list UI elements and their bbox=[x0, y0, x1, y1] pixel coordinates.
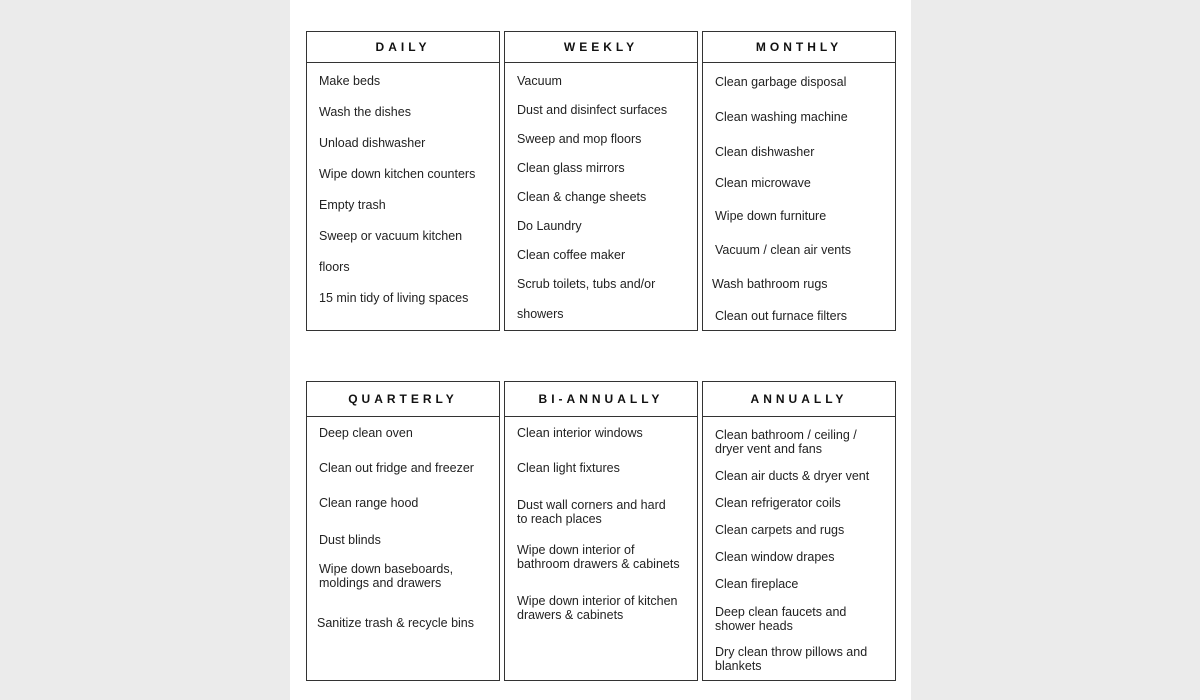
list-item: Dust wall corners and hard to reach places bbox=[517, 498, 666, 526]
quarterly-box bbox=[306, 381, 500, 681]
list-item: Clean dishwasher bbox=[715, 145, 815, 159]
annually-title: ANNUALLY bbox=[703, 382, 895, 417]
list-item: Clean bathroom / ceiling / dryer vent and fans bbox=[715, 428, 857, 456]
list-item: Clean air ducts & dryer vent bbox=[715, 469, 870, 483]
list-item: Clean refrigerator coils bbox=[715, 496, 841, 510]
list-item: Sweep or vacuum kitchen bbox=[319, 229, 463, 243]
annually-box bbox=[702, 381, 896, 681]
list-item: Scrub toilets, tubs and/or bbox=[517, 277, 656, 291]
bi-annually-box bbox=[504, 381, 698, 681]
list-item: Dust and disinfect surfaces bbox=[517, 103, 668, 117]
monthly-box bbox=[702, 31, 896, 331]
list-item: Clean & change sheets bbox=[517, 190, 647, 204]
daily-title: DAILY bbox=[307, 32, 499, 63]
list-item: Clean window drapes bbox=[715, 550, 835, 564]
list-item: Clean glass mirrors bbox=[517, 161, 625, 175]
list-item: Clean interior windows bbox=[517, 426, 643, 440]
list-item: Do Laundry bbox=[517, 219, 582, 233]
list-item: Sanitize trash & recycle bins bbox=[317, 616, 475, 630]
weekly-title: WEEKLY bbox=[505, 32, 697, 63]
list-item: Clean light fixtures bbox=[517, 461, 620, 475]
daily-box bbox=[306, 31, 500, 331]
list-item: Wash the dishes bbox=[319, 105, 411, 119]
monthly-title: MONTHLY bbox=[703, 32, 895, 63]
list-item: Deep clean oven bbox=[319, 426, 413, 440]
list-item: Wipe down interior of bathroom drawers & cabinets bbox=[517, 543, 680, 571]
list-item: Clean out fridge and freezer bbox=[319, 461, 474, 475]
list-item: Clean garbage disposal bbox=[715, 75, 847, 89]
quarterly-title: QUARTERLY bbox=[307, 382, 499, 417]
list-item: Clean microwave bbox=[715, 176, 811, 190]
checklist-sheet bbox=[290, 0, 911, 700]
list-item: showers bbox=[517, 307, 564, 321]
list-item: Empty trash bbox=[319, 198, 386, 212]
list-item: Wipe down interior of kitchen drawers & cabinets bbox=[517, 594, 678, 622]
list-item: Clean coffee maker bbox=[517, 248, 626, 262]
list-item: Dry clean throw pillows and blankets bbox=[715, 645, 868, 673]
list-item: Clean range hood bbox=[319, 496, 419, 510]
list-item: Wipe down kitchen counters bbox=[319, 167, 476, 181]
list-item: Clean out furnace filters bbox=[715, 309, 848, 323]
list-item: Vacuum / clean air vents bbox=[715, 243, 851, 257]
list-item: floors bbox=[319, 260, 350, 274]
list-item: Sweep and mop floors bbox=[517, 132, 642, 146]
list-item: 15 min tidy of living spaces bbox=[319, 291, 469, 305]
list-item: Clean fireplace bbox=[715, 577, 799, 591]
list-item: Make beds bbox=[319, 74, 381, 88]
list-item: Deep clean faucets and shower heads bbox=[715, 605, 847, 633]
list-item: Dust blinds bbox=[319, 533, 381, 547]
bi-annually-title: BI-ANNUALLY bbox=[505, 382, 697, 417]
list-item: Wipe down furniture bbox=[715, 209, 827, 223]
list-item: Wipe down baseboards, moldings and drawers bbox=[319, 562, 454, 590]
list-item: Vacuum bbox=[517, 74, 562, 88]
list-item: Unload dishwasher bbox=[319, 136, 426, 150]
list-item: Clean washing machine bbox=[715, 110, 848, 124]
list-item: Wash bathroom rugs bbox=[712, 277, 828, 291]
list-item: Clean carpets and rugs bbox=[715, 523, 845, 537]
weekly-box bbox=[504, 31, 698, 331]
